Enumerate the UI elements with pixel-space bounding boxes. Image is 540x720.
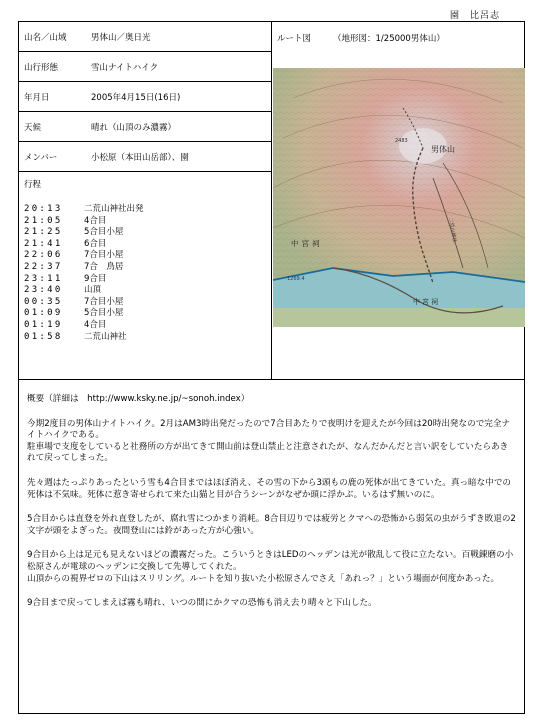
schedule-place: 5合目小屋 — [84, 308, 124, 319]
schedule-time: 23:11 — [24, 273, 63, 284]
schedule-place: 7合目小屋 — [84, 296, 124, 307]
schedule-item — [24, 308, 266, 320]
author-name: 園 比呂志 — [449, 11, 500, 21]
summary-heading: 概要（詳細は http://www.ksky.ne.jp/~sonoh.index） — [27, 394, 250, 404]
map-label-elev-low: 1269.4 — [287, 276, 305, 282]
schedule-list — [24, 204, 266, 343]
row-mountain — [19, 22, 271, 52]
schedule-item — [24, 227, 266, 239]
schedule-item — [24, 320, 266, 332]
schedule-item — [24, 239, 266, 251]
map-subcaption: （地形図：1/25000男体山） — [333, 34, 445, 44]
map-label-summit: 男体山 — [431, 145, 455, 154]
schedule-place: 7合目小屋 — [84, 250, 124, 261]
top-section — [19, 22, 524, 379]
mountain-value: 男体山／奥日光 — [91, 32, 151, 43]
schedule-place: 4合目 — [84, 319, 107, 330]
summary-paragraph-3: 5合目からは直登を外れ直登したが、腐れ雪につかまり消耗。8合目辺りでは疲労とクマへの恐怖から弱気の虫がうずき敗退の2文字が頭をよぎった。夜間登山には鈴があった方が心強い。 — [27, 514, 516, 536]
mountain-label: 山名／山域 — [24, 32, 67, 43]
map-label-futara: 二荒山神社 — [447, 217, 458, 243]
schedule-item — [24, 262, 266, 274]
report-sheet — [18, 21, 525, 714]
schedule-item — [24, 204, 266, 216]
schedule-place: 6合目 — [84, 238, 107, 249]
schedule-item — [24, 216, 266, 228]
style-label: 山行形態 — [24, 62, 59, 73]
schedule-time: 21:05 — [24, 215, 63, 226]
schedule-time: 01:09 — [24, 308, 63, 319]
schedule-time: 22:37 — [24, 261, 63, 272]
map-label-nakamiya: 中宮祠 — [291, 239, 323, 248]
map-label-elev-summit: 2483 — [395, 138, 408, 144]
summary-paragraph-2: 先々週はたっぷりあったという雪も4合目まではほぼ消え、その雪の下から3頭もの鹿の死体が出てきていた。真っ暗な中での死体は不気味。死体に惹き寄せられて来た山猫と目が合うシーンがなぜか頭に浮かぶ。いるはず無いのに。 — [27, 477, 512, 500]
schedule-item — [24, 250, 266, 262]
date-label: 年月日 — [24, 92, 50, 103]
schedule-place: 4合目 — [84, 215, 107, 226]
schedule-time: 21:41 — [24, 238, 63, 249]
schedule-title: 行程 — [24, 180, 42, 190]
date-value: 2005年4月15日(16日) — [91, 92, 181, 103]
row-members — [19, 142, 271, 172]
schedule-time: 00:35 — [24, 296, 63, 307]
members-value: 小松原（本田山岳部）、園 — [91, 152, 189, 163]
schedule-time: 20:13 — [24, 204, 63, 214]
schedule-item — [24, 285, 266, 297]
map-panel — [272, 22, 524, 379]
summary-paragraph-5: 9合目まで戻ってしまえば霧も晴れ、いつの間にかクマの恐怖も消え去り晴々と下山した。 — [27, 598, 377, 609]
schedule-time: 23:40 — [24, 285, 63, 296]
row-date — [19, 82, 271, 112]
schedule-place: 9合目 — [84, 273, 107, 284]
members-label: メンバー — [24, 152, 58, 163]
map-caption-row — [277, 32, 445, 44]
route-map — [273, 68, 525, 327]
weather-value: 晴れ（山頂のみ濃霧） — [91, 122, 177, 133]
schedule-time: 22:06 — [24, 250, 63, 261]
schedule-place: 山頂 — [84, 285, 102, 296]
route-map-image — [273, 68, 525, 327]
summary-paragraph-1: 今期2度目の男体山ナイトハイク。2月はAM3時出発だったので7合目あたりで夜明けを迎えたが今回は20時出発なので完全ナイトハイクである。 駐車場で支度をしていると社務所の方が出てきて開山前は登山禁止と注意されたが、なんだかんだと言い訳をしていたらあきれて戻ってしまった。 — [27, 418, 511, 464]
schedule-time: 01:58 — [24, 331, 63, 342]
schedule-time: 01:19 — [24, 319, 63, 330]
schedule-block — [19, 172, 271, 349]
schedule-place: 5合目小屋 — [84, 227, 124, 238]
summary-section — [19, 379, 524, 623]
schedule-place: 二荒山神社 — [84, 331, 127, 342]
style-value: 雪山ナイトハイク — [91, 62, 159, 73]
schedule-item — [24, 332, 266, 344]
summary-paragraph-4: 9合目から上は足元も見えないほどの濃霧だった。こういうときはLEDのヘッデンは光が散乱して役に立たない。百戦錬磨の小松原さんが電球のヘッデンに交換して先導してくれた。 山頂からの視界ゼロの下山はスリリング。ルートを知り抜いた小松原さんでさえ「あれっ？」という場面が何度かあった。 — [27, 550, 514, 584]
schedule-time: 21:25 — [24, 227, 63, 238]
schedule-place: 7合 鳥居 — [84, 261, 124, 272]
weather-label: 天候 — [24, 122, 42, 133]
schedule-place: 二荒山神社出発 — [84, 204, 144, 214]
row-style — [19, 52, 271, 82]
schedule-item — [24, 297, 266, 309]
schedule-item — [24, 274, 266, 286]
row-weather — [19, 112, 271, 142]
map-caption: ルート図 — [277, 34, 312, 44]
map-label-nakamiya2: 中宮祠 — [413, 298, 440, 306]
info-panel — [19, 22, 272, 379]
